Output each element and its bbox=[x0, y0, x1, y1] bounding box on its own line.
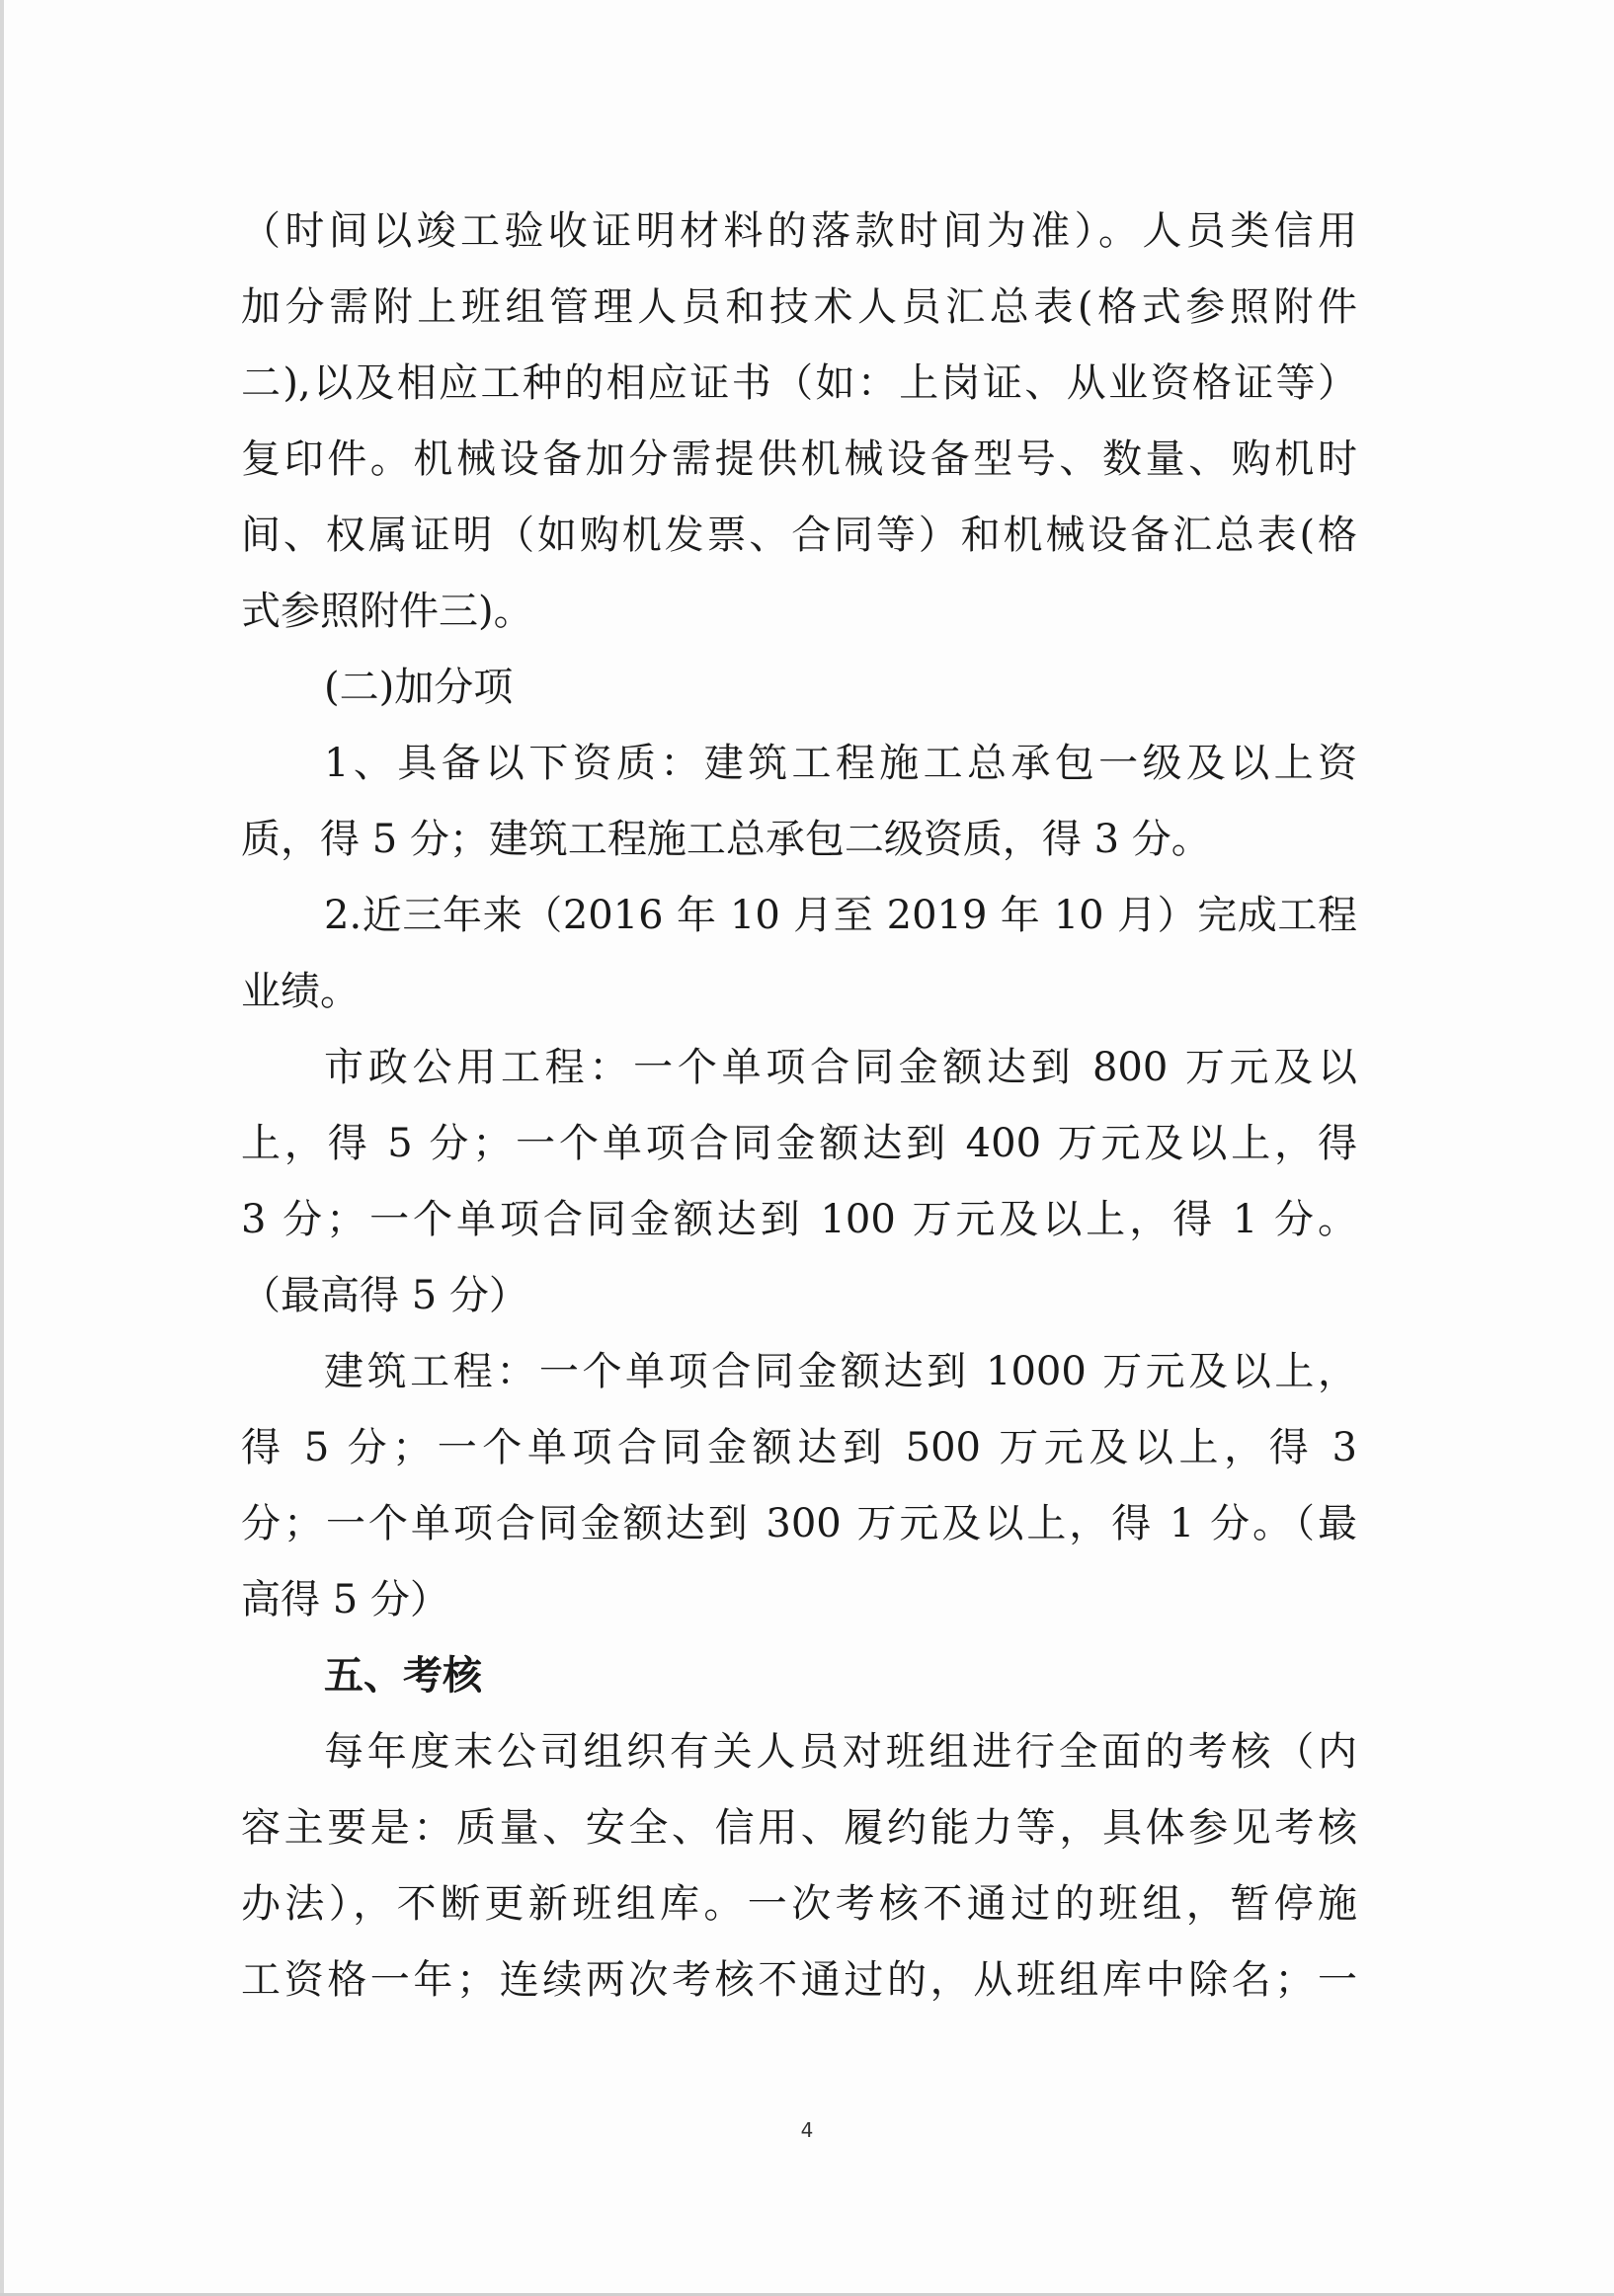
municipal-line-3: 3 分；一个单项合同金额达到 100 万元及以上，得 1 分。 bbox=[241, 1197, 1357, 1242]
assessment-line-4: 工资格一年；连续两次考核不通过的，从班组库中除名；一 bbox=[241, 1957, 1357, 2003]
construction-line-3: 分；一个单项合同金额达到 300 万元及以上，得 1 分。（最 bbox=[241, 1501, 1357, 1546]
municipal-line-1: 市政公用工程：一个单项合同金额达到 800 万元及以 bbox=[324, 1045, 1357, 1090]
municipal-line-4: （最高得 5 分） bbox=[241, 1273, 528, 1318]
construction-line-4: 高得 5 分） bbox=[241, 1577, 449, 1623]
body-line-4: 复印件。机械设备加分需提供机械设备型号、数量、购机时 bbox=[241, 436, 1357, 482]
page-number: 4 bbox=[800, 2118, 814, 2142]
municipal-line-2: 上，得 5 分；一个单项合同金额达到 400 万元及以上，得 bbox=[241, 1121, 1357, 1166]
assessment-line-2: 容主要是：质量、安全、信用、履约能力等，具体参见考核 bbox=[241, 1805, 1357, 1851]
scan-edge-left bbox=[0, 0, 4, 2296]
assessment-line-3: 办法），不断更新班组库。一次考核不通过的班组，暂停施 bbox=[241, 1881, 1357, 1927]
item-1-line-2: 质，得 5 分；建筑工程施工总承包二级资质，得 3 分。 bbox=[241, 817, 1211, 862]
construction-line-1: 建筑工程：一个单项合同金额达到 1000 万元及以上， bbox=[324, 1349, 1357, 1394]
document-body bbox=[241, 194, 1357, 2019]
item-2-line-2: 业绩。 bbox=[241, 969, 360, 1014]
assessment-line-1: 每年度末公司组织有关人员对班组进行全面的考核（内 bbox=[324, 1729, 1357, 1775]
construction-line-2: 得 5 分；一个单项合同金额达到 500 万元及以上，得 3 bbox=[241, 1425, 1357, 1470]
body-line-3: 二),以及相应工种的相应证书（如：上岗证、从业资格证等） bbox=[241, 360, 1357, 406]
body-line-5: 间、权属证明（如购机发票、合同等）和机械设备汇总表(格 bbox=[241, 513, 1357, 558]
body-line-2: 加分需附上班组管理人员和技术人员汇总表(格式参照附件 bbox=[241, 284, 1357, 330]
item-1-line-1: 1、具备以下资质：建筑工程施工总承包一级及以上资 bbox=[324, 741, 1357, 786]
item-2-line-1: 2.近三年来（2016 年 10 月至 2019 年 10 月）完成工程 bbox=[324, 893, 1357, 938]
section-heading-assessment: 五、考核 bbox=[324, 1653, 482, 1699]
body-line-1: （时间以竣工验收证明材料的落款时间为准）。人员类信用 bbox=[241, 208, 1357, 254]
subheading-bonus-items: (二)加分项 bbox=[324, 665, 514, 710]
body-line-6: 式参照附件三)。 bbox=[241, 589, 533, 634]
